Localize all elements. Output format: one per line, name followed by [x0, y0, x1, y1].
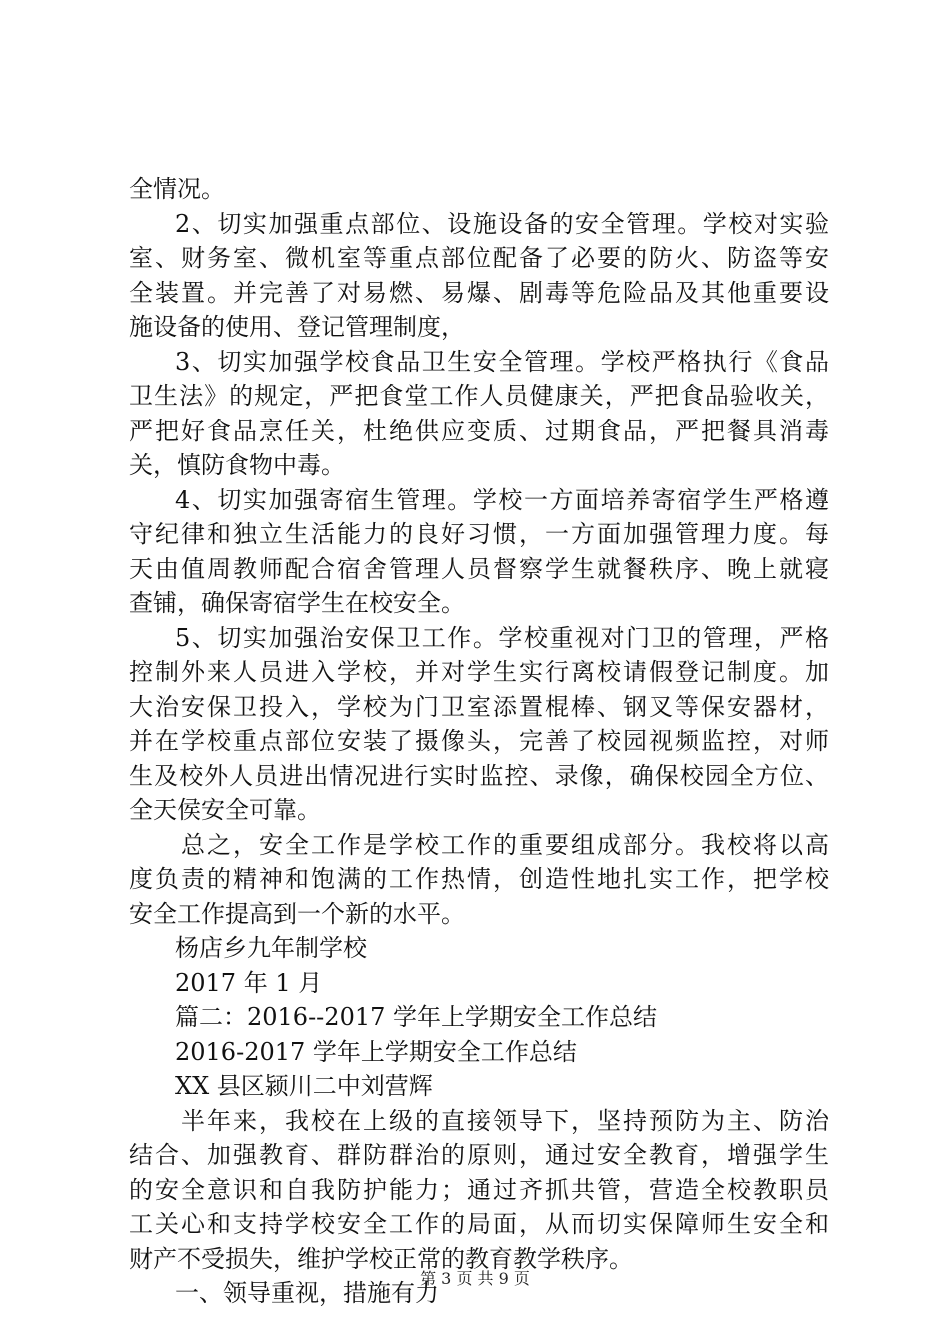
text-line: 查铺，确保寄宿学生在校安全。	[129, 589, 465, 617]
text-line: 安全工作提高到一个新的水平。	[129, 899, 465, 928]
text-line: 5、切实加强治安保卫工作。学校重视对门卫的管理，严格	[175, 623, 829, 652]
text-line: 关，慎防食物中毒。	[129, 451, 345, 479]
text-line: 工关心和支持学校安全工作的局面，从而切实保障师生安全和	[129, 1210, 829, 1238]
document-body	[129, 172, 829, 1311]
text-line: 半年来，我校在上级的直接领导下，坚持预防为主、防治	[181, 1106, 829, 1135]
text-line: 全装置。并完善了对易燃、易爆、剧毒等危险品及其他重要设	[129, 278, 829, 307]
text-line: 全天侯安全可靠。	[129, 796, 321, 824]
text-line: 2、切实加强重点部位、设施设备的安全管理。学校对实验	[175, 209, 829, 238]
text-line: 度负责的精神和饱满的工作热情，创造性地扎实工作，把学校	[129, 865, 829, 893]
text-line: 财产不受损失，维护学校正常的教育教学秩序。	[129, 1244, 633, 1273]
text-line: 杨店乡九年制学校	[175, 934, 367, 962]
text-line: 2016-2017 学年上学期安全工作总结	[175, 1037, 577, 1066]
text-line: 卫生法》的规定，严把食堂工作人员健康关，严把食品验收关，	[129, 382, 829, 410]
text-line: 施设备的使用、登记管理制度，	[129, 313, 465, 341]
text-line: 2017 年 1 月	[175, 968, 323, 997]
text-line: 篇二：2016--2017 学年上学期安全工作总结	[175, 1003, 658, 1031]
text-line: 一、领导重视，措施有力	[175, 1279, 439, 1307]
text-line: 并在学校重点部位安装了摄像头，完善了校园视频监控，对师	[129, 727, 829, 755]
text-line: 严把好食品烹任关，杜绝供应变质、过期食品，严把餐具消毒	[129, 416, 829, 445]
text-line: 守纪律和独立生活能力的良好习惯，一方面加强管理力度。每	[129, 520, 829, 548]
text-line: 室、财务室、微机室等重点部位配备了必要的防火、防盗等安	[129, 244, 829, 272]
text-line: 结合、加强教育、群防群治的原则，通过安全教育，增强学生	[129, 1141, 829, 1169]
text-line: 控制外来人员进入学校，并对学生实行离校请假登记制度。加	[129, 658, 829, 686]
text-line: 4、切实加强寄宿生管理。学校一方面培养寄宿学生严格遵	[175, 485, 829, 514]
text-line: 总之，安全工作是学校工作的重要组成部分。我校将以高	[181, 830, 829, 859]
text-line: XX 县区颍川二中刘营辉	[175, 1072, 433, 1100]
text-line: 生及校外人员进出情况进行实时监控、录像，确保校园全方位、	[129, 761, 829, 790]
page-footer: 第 3 页 共 9 页	[420, 1269, 530, 1288]
text-line: 全情况。	[129, 175, 225, 203]
text-line: 的安全意识和自我防护能力；通过齐抓共管，营造全校教职员	[129, 1175, 829, 1204]
text-line: 大治安保卫投入，学校为门卫室添置棍棒、钢叉等保安器材，	[129, 692, 829, 721]
text-line: 天由值周教师配合宿舍管理人员督察学生就餐秩序、晚上就寝	[129, 554, 829, 583]
text-line: 3、切实加强学校食品卫生安全管理。学校严格执行《食品	[175, 347, 829, 376]
